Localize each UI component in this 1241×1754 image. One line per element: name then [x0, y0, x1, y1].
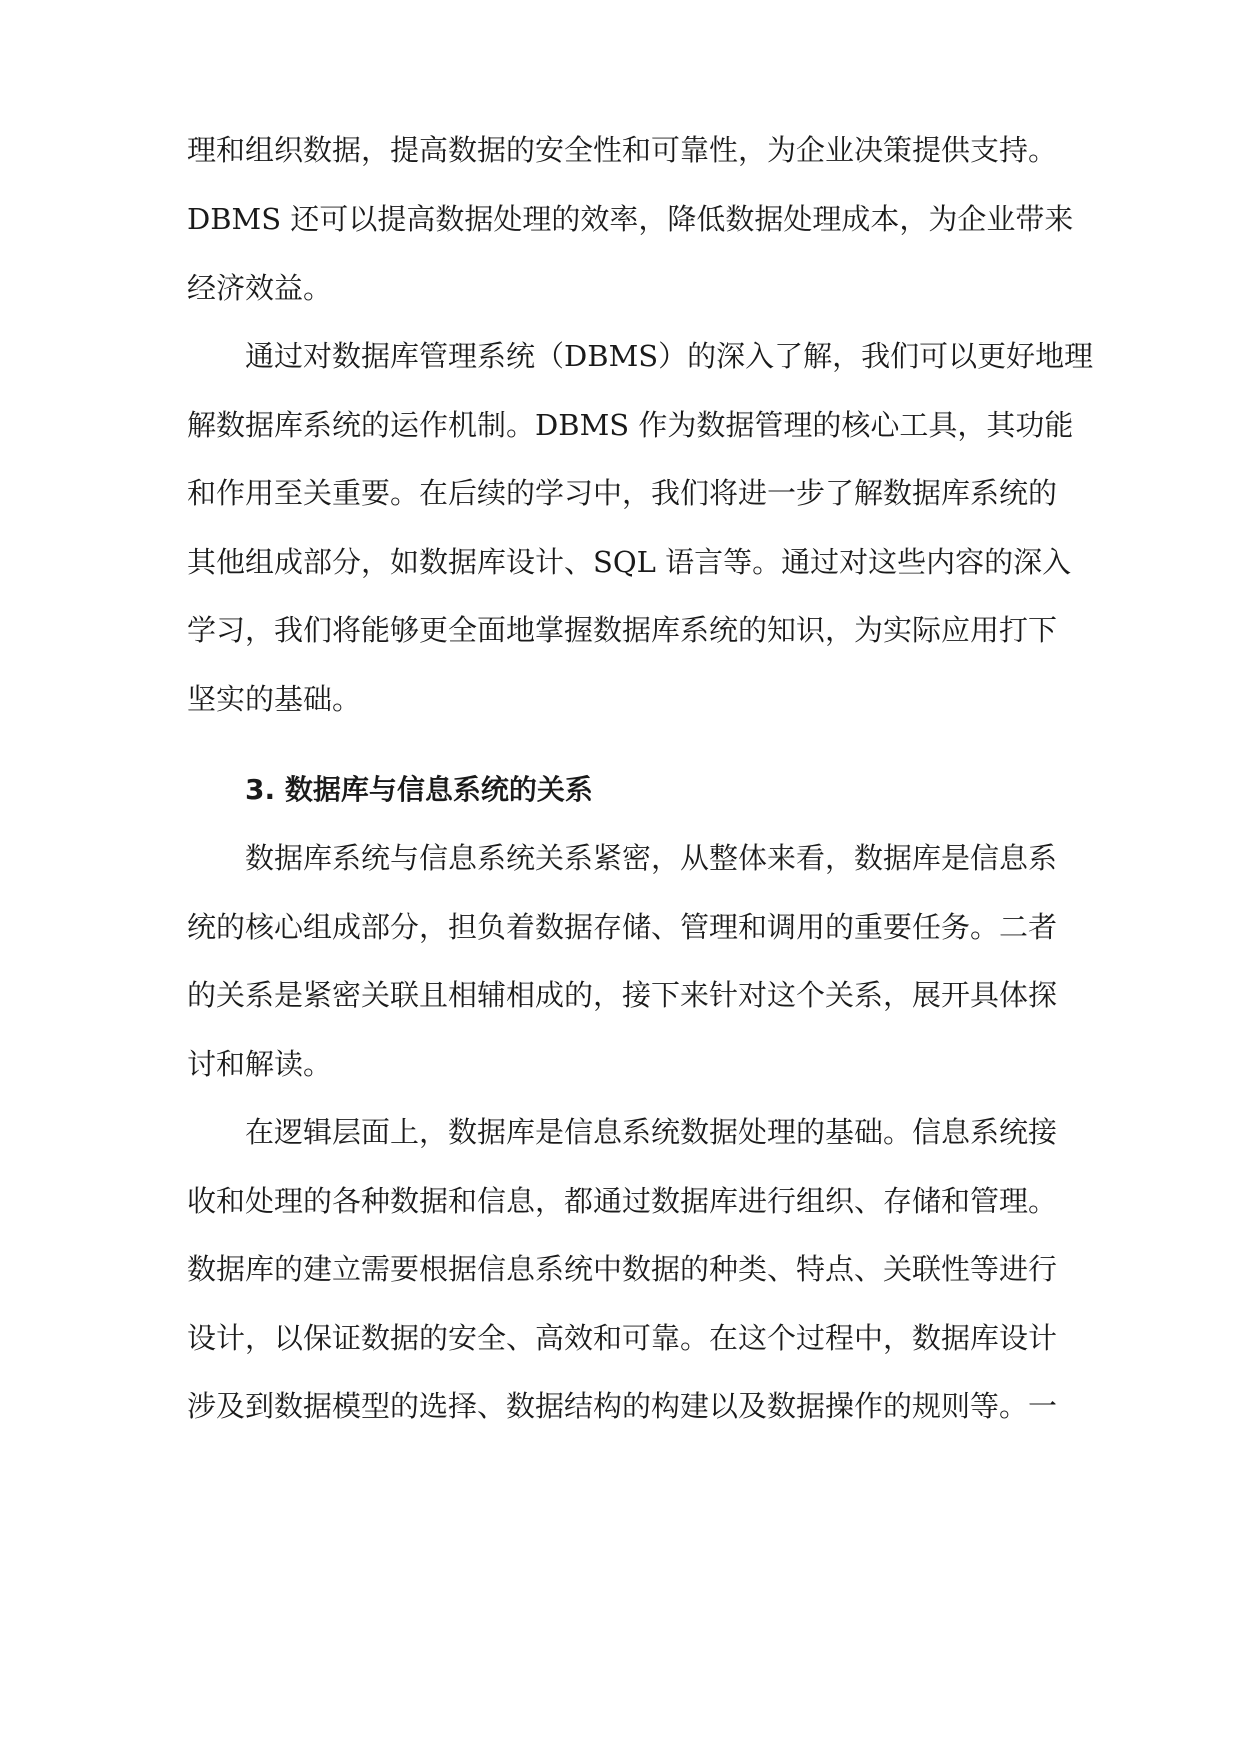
section-heading: 3. 数据库与信息系统的关系	[245, 773, 593, 806]
paragraph-line: 经济效益。	[187, 271, 333, 305]
paragraph-line: 学习，我们将能够更全面地掌握数据库系统的知识，为实际应用打下	[187, 613, 1058, 647]
paragraph-line: 通过对数据库管理系统（DBMS）的深入了解，我们可以更好地理	[245, 339, 1094, 373]
paragraph-line: DBMS 还可以提高数据处理的效率，降低数据处理成本，为企业带来	[187, 202, 1074, 236]
paragraph-line: 数据库系统与信息系统关系紧密，从整体来看，数据库是信息系	[245, 841, 1058, 875]
paragraph-line: 统的核心组成部分，担负着数据存储、管理和调用的重要任务。二者	[187, 910, 1058, 944]
paragraph-line: 坚实的基础。	[187, 682, 362, 716]
paragraph-line: 数据库的建立需要根据信息系统中数据的种类、特点、关联性等进行	[187, 1252, 1058, 1286]
paragraph-line: 理和组织数据，提高数据的安全性和可靠性，为企业决策提供支持。	[187, 133, 1058, 167]
paragraph-line: 和作用至关重要。在后续的学习中，我们将进一步了解数据库系统的	[187, 476, 1058, 510]
paragraph-line: 涉及到数据模型的选择、数据结构的构建以及数据操作的规则等。一	[187, 1389, 1058, 1423]
paragraph-line: 设计，以保证数据的安全、高效和可靠。在这个过程中，数据库设计	[187, 1321, 1058, 1355]
paragraph-line: 解数据库系统的运作机制。DBMS 作为数据管理的核心工具，其功能	[187, 408, 1074, 442]
paragraph-line: 在逻辑层面上，数据库是信息系统数据处理的基础。信息系统接	[245, 1115, 1058, 1149]
paragraph-line: 的关系是紧密关联且相辅相成的，接下来针对这个关系，展开具体探	[187, 978, 1058, 1012]
paragraph-line: 其他组成部分，如数据库设计、SQL 语言等。通过对这些内容的深入	[187, 545, 1072, 579]
paragraph-line: 讨和解读。	[187, 1047, 333, 1081]
paragraph-line: 收和处理的各种数据和信息，都通过数据库进行组织、存储和管理。	[187, 1184, 1058, 1218]
